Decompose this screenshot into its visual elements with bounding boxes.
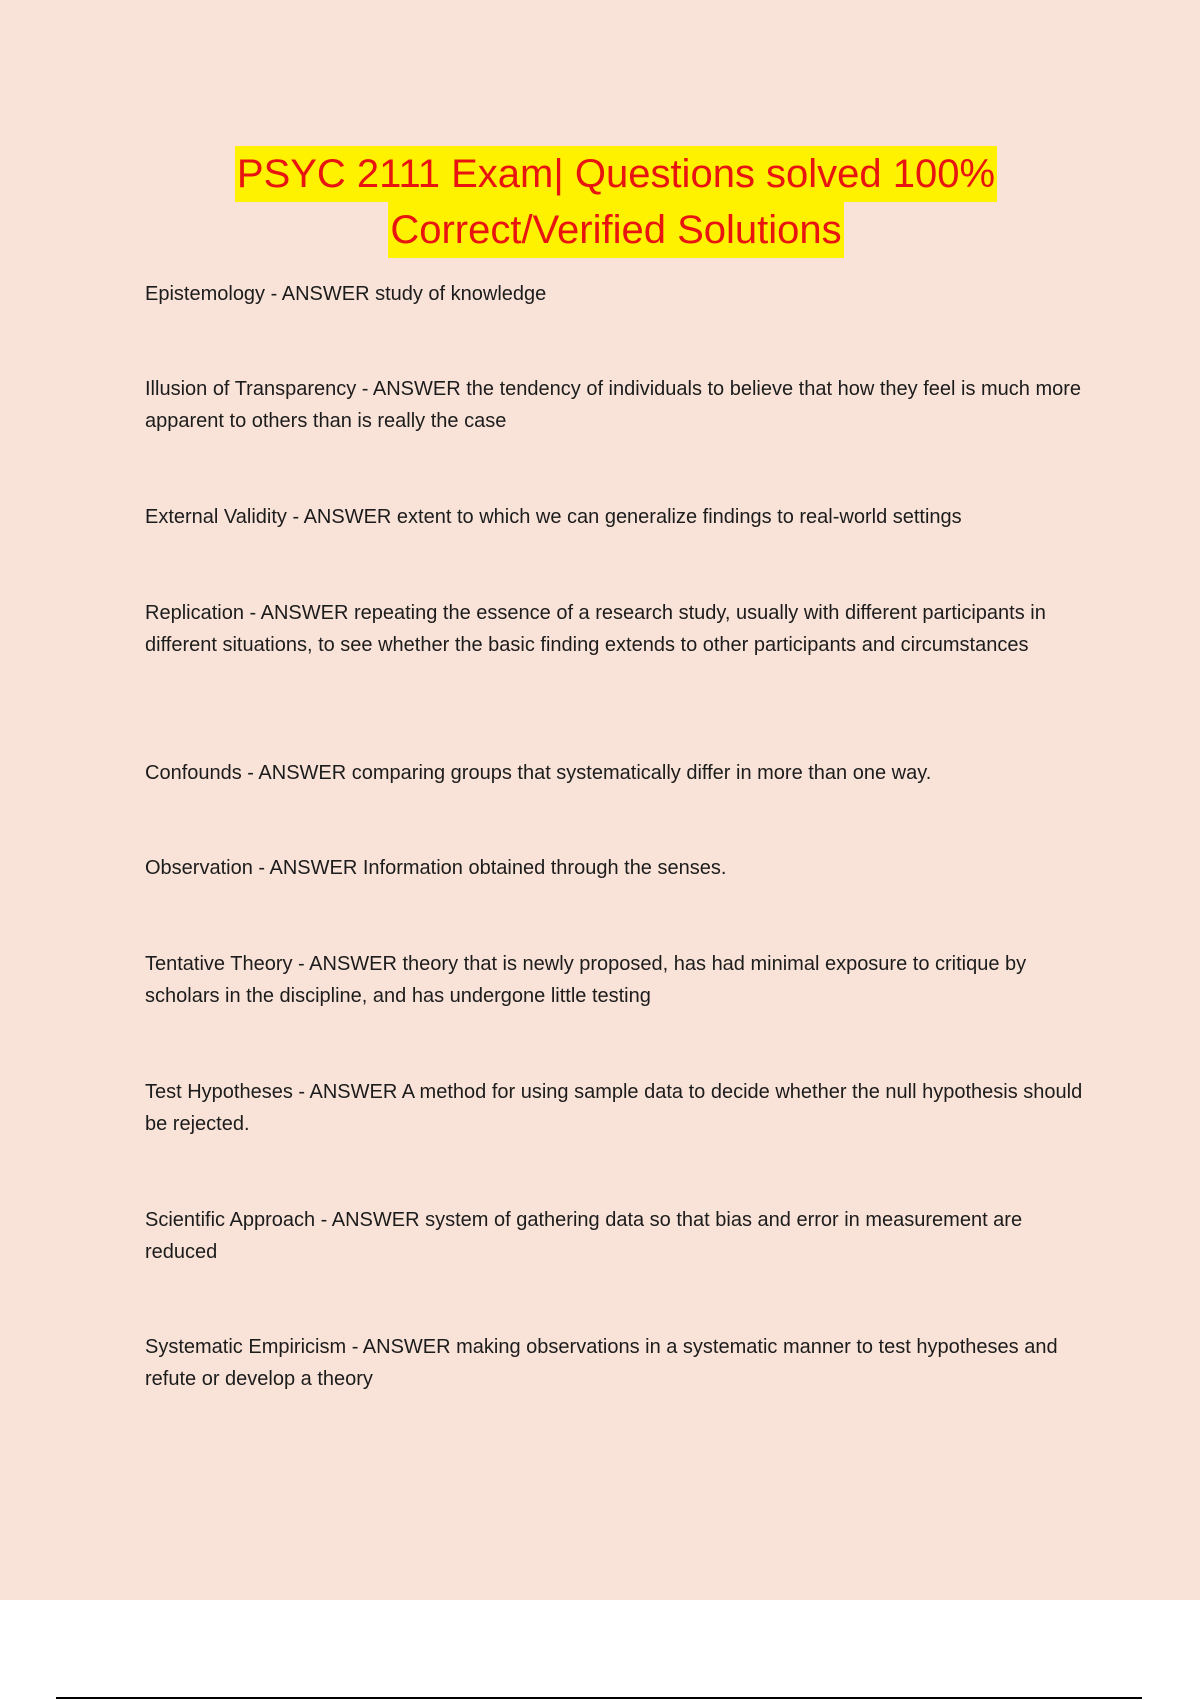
title-line-2: Correct/Verified Solutions (388, 202, 843, 258)
qa-entry-confounds: Confounds - ANSWER comparing groups that systematically differ in more than one way. (145, 762, 932, 784)
qa-entry-observation: Observation - ANSWER Information obtained through the senses. (145, 857, 727, 879)
footer-divider (56, 1697, 1142, 1699)
qa-entry-epistemology: Epistemology - ANSWER study of knowledge (145, 283, 547, 305)
title-line-1: PSYC 2111 Exam| Questions solved 100% (235, 146, 997, 202)
page-title (0, 146, 1200, 258)
qa-entry-tentative-theory: Tentative Theory - ANSWER theory that is newly proposed, has had minimal exposure to critique by scholars in the discipline, and has undergone little testing (145, 953, 1027, 1007)
qa-entry-external-validity: External Validity - ANSWER extent to which we can generalize findings to real-world settings (145, 506, 962, 528)
qa-entry-systematic-empiricism: Systematic Empiricism - ANSWER making observations in a systematic manner to test hypotheses and refute or develop a theory (145, 1336, 1058, 1390)
qa-entry-scientific-approach: Scientific Approach - ANSWER system of gathering data so that bias and error in measurement are reduced (145, 1209, 1023, 1263)
qa-entry-illusion-of-transparency: Illusion of Transparency - ANSWER the tendency of individuals to believe that how they feel is much more apparent to others than is really the case (145, 378, 1082, 432)
qa-entry-replication: Replication - ANSWER repeating the essence of a research study, usually with different participants in different situations, to see whether the basic finding extends to other participants and circumstances (145, 602, 1046, 656)
qa-entry-test-hypotheses: Test Hypotheses - ANSWER A method for using sample data to decide whether the null hypothesis should be rejected. (145, 1081, 1083, 1135)
